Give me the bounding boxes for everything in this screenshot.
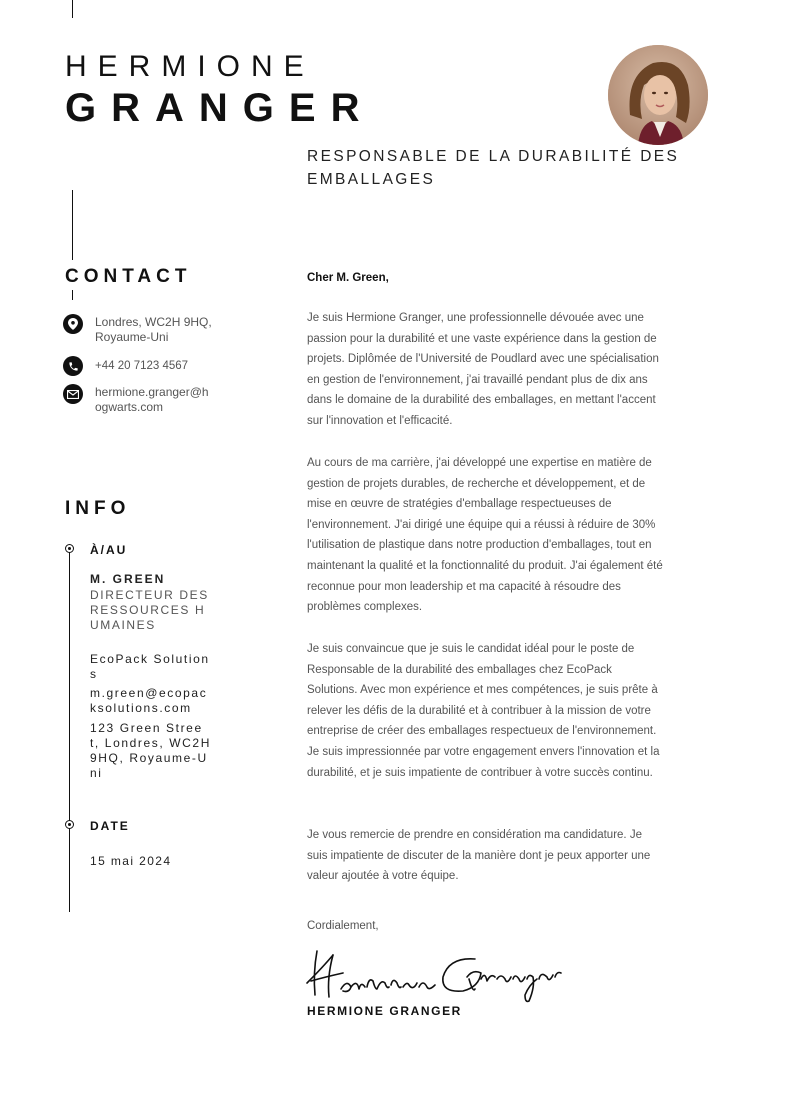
job-title: RESPONSABLE DE LA DURABILITÉ DES EMBALLAGES (307, 148, 680, 188)
contact-address (63, 314, 213, 345)
location-pin-icon (63, 314, 83, 334)
letter-paragraph-3: Je suis convaincue que je suis le candidat idéal pour le poste de Responsable de la durabilité des emballages chez EcoPack Solutions. Avec mon expérience et mes compétences, je suis prête à relever les défis de la durabilité et à contribuer à la mission de votre entreprise de créer des emballages respectueux de l'environnement. Je suis impressionnée par votre engagement envers l'innovation et la durabilité, et je suis impatiente de contribuer à votre succès continu. (307, 643, 660, 779)
letter-paragraph-2: Au cours de ma carrière, j'ai développé une expertise en matière de gestion de projets durables, de recherche et développement, et de mise en œuvre de stratégies d'emballage respectueuses de l'environnement. J'ai dirigé une équipe qui a réussi à réduire de 30% l'utilisation de plastique dans notre production d'emballages, tout en maintenant la qualité et la fonctionnalité du produit. J'ai également été reconnue pour mon leadership et ma capacité à résoudre des problèmes complexes. (307, 457, 663, 614)
info-section-title: INFO (65, 498, 131, 519)
date-label: DATE (90, 819, 130, 833)
profile-photo (608, 45, 708, 145)
recipient-email[interactable]: m.green@ecopacksolutions.com (90, 686, 208, 715)
top-divider-line (72, 0, 73, 18)
recipient-role: DIRECTEUR DES RESSOURCES HUMAINES (90, 588, 209, 632)
letter-paragraph-4: Je vous remercie de prendre en considération ma candidature. Je suis impatiente de discuter de la manière dont je peux apporter une valeur ajoutée à votre équipe. (307, 829, 651, 883)
handwritten-signature (303, 943, 563, 1012)
letter-greeting: Cher M. Green, (307, 272, 389, 284)
contact-address-text: Londres, WC2H 9HQ, Royaume-Uni (95, 315, 212, 344)
phone-icon (63, 356, 83, 376)
recipient-label: À/AU (90, 543, 128, 557)
recipient-company: EcoPack Solutions (90, 652, 210, 681)
header-divider-line (72, 190, 73, 260)
letter-date: 15 mai 2024 (90, 854, 172, 868)
letter-paragraph-1: Je suis Hermione Granger, une professionnelle dévouée avec une passion pour la durabilité et une vaste expérience dans la gestion de projets. Diplômée de l'Université de Poudlard avec une spécialisation en gestion de l'environnement, j'ai travaillé pendant plus de dix ans dans le domaine de la durabilité des emballages, en mettant l'accent sur l'innovation et l'efficacité. (307, 312, 659, 427)
letter-closing: Cordialement, (307, 920, 379, 932)
contact-email (63, 384, 213, 415)
timeline-dot-date (65, 820, 74, 829)
contact-phone (63, 356, 213, 376)
contact-section-title: CONTACT (65, 266, 192, 287)
recipient-address: 123 Green Street, Londres, WC2H 9HQ, Royaume-Uni (90, 721, 211, 780)
signature-name: HERMIONE GRANGER (307, 1004, 462, 1018)
first-name: HERMIONE (65, 50, 315, 83)
contact-divider-line (72, 290, 73, 300)
timeline-dot-recipient (65, 544, 74, 553)
info-timeline-line (69, 546, 70, 912)
mail-icon (63, 384, 83, 404)
last-name: GRANGER (65, 86, 375, 130)
contact-email-text[interactable]: hermione.granger@hogwarts.com (95, 385, 209, 414)
contact-phone-text[interactable]: +44 20 7123 4567 (95, 360, 189, 372)
recipient-name: M. GREEN (90, 572, 166, 586)
